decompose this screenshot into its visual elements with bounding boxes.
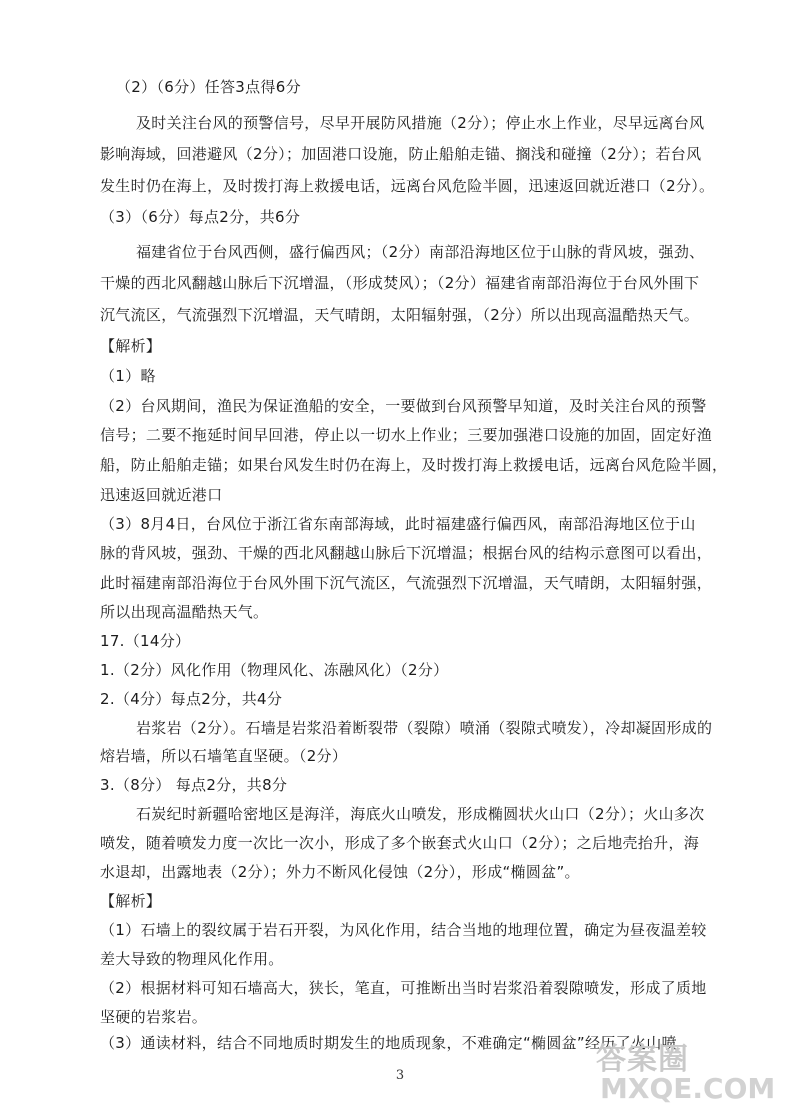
text-line: （1）石墙上的裂纹属于岩石开裂，为风化作用，结合当地的地理位置，确定为昼夜温差较 (100, 921, 707, 939)
text-line: 喷发，随着喷发力度一次比一次小，形成了多个嵌套式火山口（2分）；之后地壳抬升，海 (100, 834, 700, 852)
text-line: 2.（4分）每点2分，共4分 (100, 690, 283, 708)
text-line: （2）台风期间，渔民为保证渔船的安全，一要做到台风预警早知道，及时关注台风的预警 (100, 397, 707, 415)
text-line: 【解析】 (100, 892, 162, 910)
text-line: 石炭纪时新疆哈密地区是海洋，海底火山喷发，形成椭圆状火山口（2分）；火山多次 (136, 805, 705, 823)
text-line: 影响海域，回港避风（2分）；加固港口设施，防止船舶走锚、搁浅和碰撞（2分）；若台风 (100, 145, 702, 163)
text-line: 熔岩墙，所以石墙笔直坚硬。（2分） (100, 747, 348, 765)
text-line: 福建省位于台风西侧，盛行偏西风；（2分）南部沿海地区位于山脉的背风坡，强劲、 (136, 243, 705, 261)
text-line: 1.（2分）风化作用（物理风化、冻融风化）（2分） (100, 661, 449, 679)
text-line: 及时关注台风的预警信号，尽早开展防风措施（2分）；停止水上作业，尽早远离台风 (136, 114, 705, 132)
text-line: 坚硬的岩浆岩。 (100, 1008, 208, 1026)
text-line: 所以出现高温酷热天气。 (100, 603, 269, 621)
text-line: 沉气流区，气流强烈下沉增温，天气晴朗，太阳辐射强，（2分）所以出现高温酷热天气。 (100, 306, 700, 324)
text-line: 迅速返回就近港口 (100, 486, 223, 504)
text-line: （3）（6分）每点2分，共6分 (100, 208, 301, 226)
text-line: （3）通读材料，结合不同地质时期发生的地质现象，不难确定“椭圆盆”经历了火山喷 (100, 1034, 677, 1052)
watermark-logo: 答案圈 (596, 1042, 689, 1077)
text-line: 干燥的西北风翻越山脉后下沉增温，（形成焚风）；（2分）福建省南部沿海位于台风外围下 (100, 274, 700, 292)
text-line: 17.（14分） (100, 632, 191, 650)
text-line: 【解析】 (100, 337, 162, 355)
text-line: 信号；二要不拖延时间早回港，停止以一切水上作业；三要加强港口设施的加固，固定好渔 (100, 426, 713, 444)
page-number: 3 (395, 1068, 405, 1083)
text-line: 发生时仍在海上，及时拨打海上救援电话，远离台风危险半圆，迅速返回就近港口（2分）。 (100, 177, 715, 195)
text-line: （2）（6分）任答3点得6分 (116, 78, 301, 96)
text-line: 差大导致的物理风化作用。 (100, 950, 284, 968)
text-line: 脉的背风坡，强劲、干燥的西北风翻越山脉后下沉增温；根据台风的结构示意图可以看出， (100, 544, 713, 562)
text-line: 船，防止船舶走锚；如果台风发生时仍在海上，及时拨打海上救援电话，远离台风危险半圆， (100, 456, 728, 474)
text-line: （2）根据材料可知石墙高大，狭长，笔直，可推断出当时岩浆沿着裂隙喷发，形成了质地 (100, 979, 707, 997)
text-line: 3.（8分） 每点2分，共8分 (100, 776, 288, 794)
text-line: 水退却，出露地表（2分）；外力不断风化侵蚀（2分），形成“椭圆盆”。 (100, 863, 580, 881)
text-line: （1）略 (100, 367, 156, 385)
text-line: 岩浆岩（2分）。石墙是岩浆沿着断裂带（裂隙）喷涌（裂隙式喷发），冷却凝固形成的 (136, 719, 713, 737)
watermark-url: MXQE.COM (600, 1072, 776, 1105)
text-line: 此时福建南部沿海位于台风外围下沉气流区，气流强烈下沉增温，天气晴朗，太阳辐射强， (100, 574, 713, 592)
text-line: （3）8月4日，台风位于浙江省东南部海域，此时福建盛行偏西风，南部沿海地区位于山 (100, 515, 696, 533)
